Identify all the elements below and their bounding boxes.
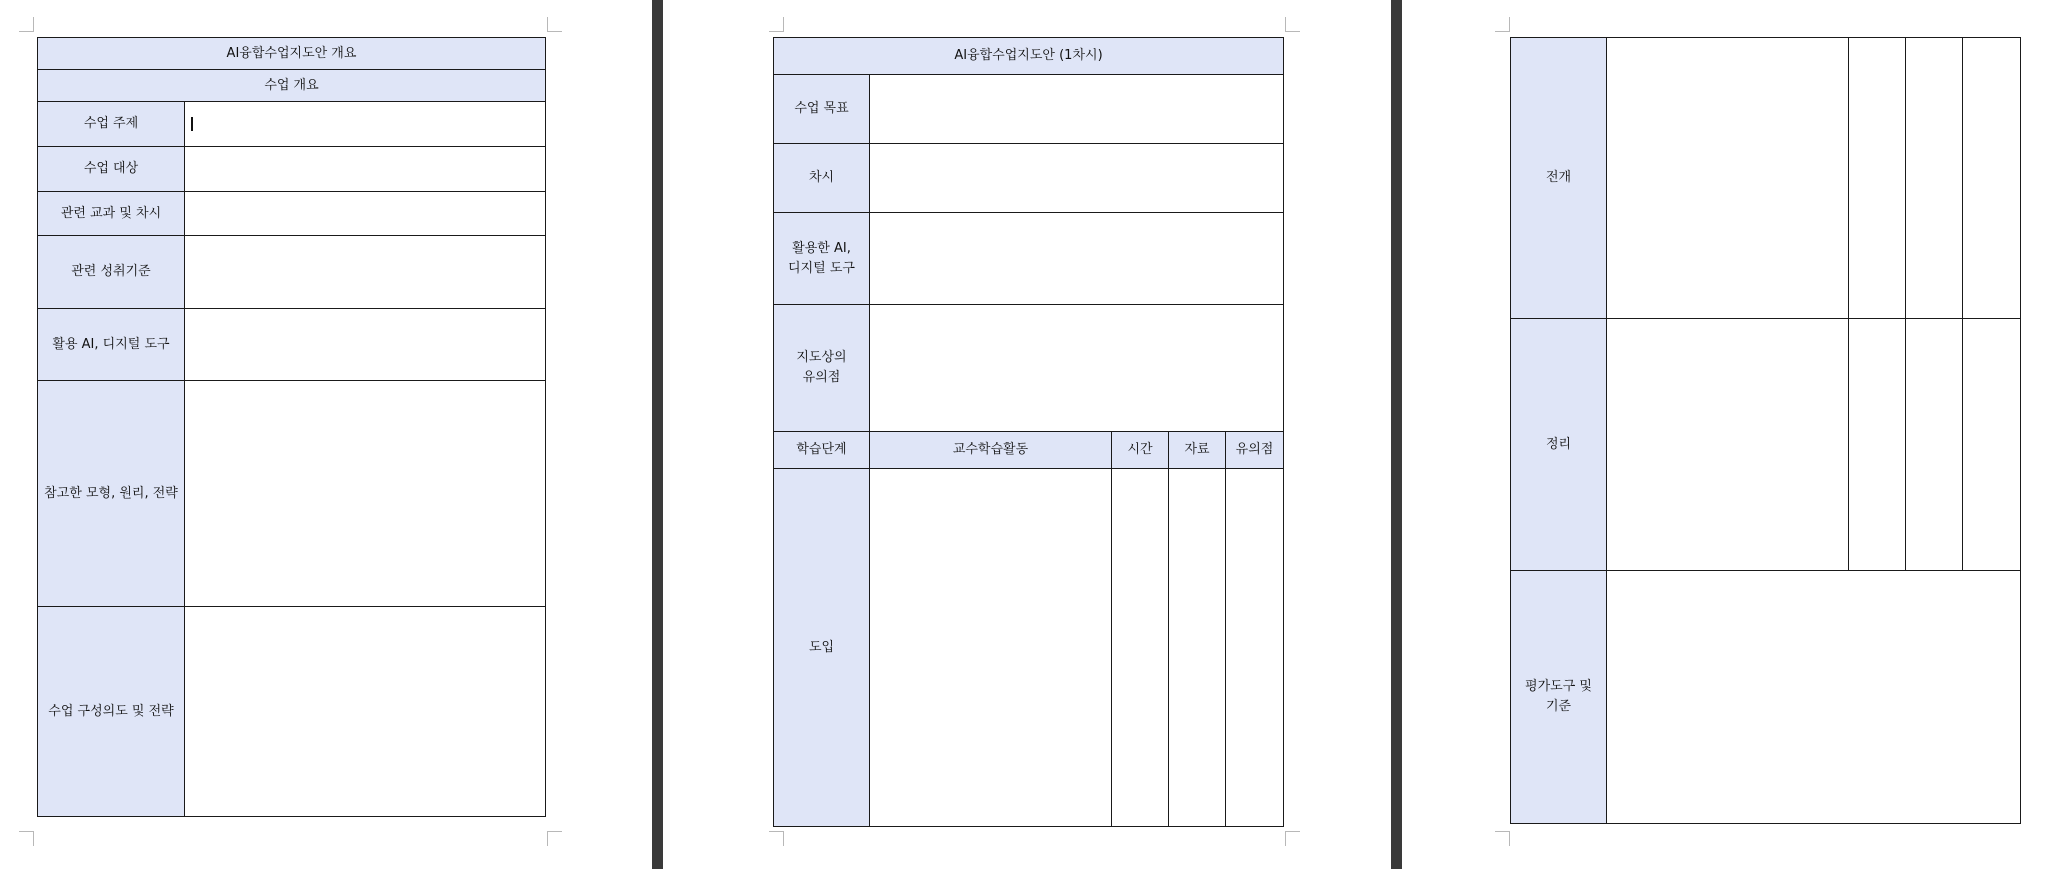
col-header-caution: 유의점 (1226, 432, 1284, 469)
crop-mark (19, 831, 34, 846)
tools-field[interactable] (185, 309, 546, 381)
overview-table (37, 37, 546, 817)
intro-time-field[interactable] (1112, 469, 1169, 827)
lesson-title: AI융합수업지도안 (1차시) (774, 38, 1284, 75)
target-field[interactable] (185, 147, 546, 192)
col-header-time: 시간 (1112, 432, 1169, 469)
standards-field[interactable] (185, 236, 546, 309)
subject-period-field[interactable] (185, 192, 546, 236)
label-intent: 수업 구성의도 및 전략 (38, 607, 185, 817)
document-title: AI융합수업지도안 개요 (38, 38, 546, 70)
page-2 (663, 0, 1391, 869)
col-header-material: 자료 (1169, 432, 1226, 469)
development-caution-field[interactable] (1963, 38, 2021, 319)
col-header-activity: 교수학습활동 (870, 432, 1112, 469)
summary-time-field[interactable] (1849, 319, 1906, 571)
crop-mark (547, 17, 562, 32)
text-cursor (191, 117, 193, 131)
label-evaluation-line2: 기준 (1545, 699, 1572, 714)
label-period: 차시 (774, 144, 870, 213)
label-target: 수업 대상 (38, 147, 185, 192)
development-activity-field[interactable] (1607, 38, 1849, 319)
stage-intro: 도입 (774, 469, 870, 827)
page-separator (652, 0, 663, 869)
evaluation-field[interactable] (1607, 571, 2021, 824)
label-topic: 수업 주제 (38, 102, 185, 147)
crop-mark (1495, 17, 1510, 32)
crop-mark (19, 17, 34, 32)
development-material-field[interactable] (1906, 38, 1963, 319)
summary-activity-field[interactable] (1607, 319, 1849, 571)
section-header: 수업 개요 (38, 70, 546, 102)
tools-used-field[interactable] (870, 213, 1284, 305)
page-3 (1402, 0, 2048, 869)
label-evaluation-line1: 평가도구 및 (1525, 679, 1592, 694)
crop-mark (547, 831, 562, 846)
label-tools: 활용 AI, 디지털 도구 (38, 309, 185, 381)
label-tools-line2: 디지털 도구 (788, 260, 855, 276)
topic-field[interactable] (185, 102, 546, 147)
notes-field[interactable] (870, 305, 1284, 432)
intro-material-field[interactable] (1169, 469, 1226, 827)
label-notes (774, 305, 870, 432)
crop-mark (1285, 831, 1300, 846)
summary-material-field[interactable] (1906, 319, 1963, 571)
label-standards: 관련 성취기준 (38, 236, 185, 309)
crop-mark (769, 17, 784, 32)
label-tools-used (774, 213, 870, 305)
page-separator (1391, 0, 1402, 869)
crop-mark (1285, 17, 1300, 32)
development-time-field[interactable] (1849, 38, 1906, 319)
intro-caution-field[interactable] (1226, 469, 1284, 827)
page-1 (0, 0, 652, 869)
crop-mark (769, 831, 784, 846)
col-header-stage: 학습단계 (774, 432, 870, 469)
intent-field[interactable] (185, 607, 546, 817)
lesson-plan-table (773, 37, 1284, 827)
summary-caution-field[interactable] (1963, 319, 2021, 571)
objective-field[interactable] (870, 75, 1284, 144)
label-notes-line1: 지도상의 (796, 350, 847, 365)
stage-development: 전개 (1511, 38, 1607, 319)
stage-summary: 정리 (1511, 319, 1607, 571)
period-field[interactable] (870, 144, 1284, 213)
label-tools-line1: 활용한 AI, (792, 240, 851, 256)
label-subject-period: 관련 교과 및 차시 (38, 192, 185, 236)
label-evaluation (1511, 571, 1607, 824)
lesson-plan-table-continued (1510, 37, 2021, 824)
label-objective: 수업 목표 (774, 75, 870, 144)
label-notes-line2: 유의점 (802, 370, 841, 385)
intro-activity-field[interactable] (870, 469, 1112, 827)
label-model: 참고한 모형, 원리, 전략 (38, 381, 185, 607)
crop-mark (1495, 831, 1510, 846)
model-field[interactable] (185, 381, 546, 607)
